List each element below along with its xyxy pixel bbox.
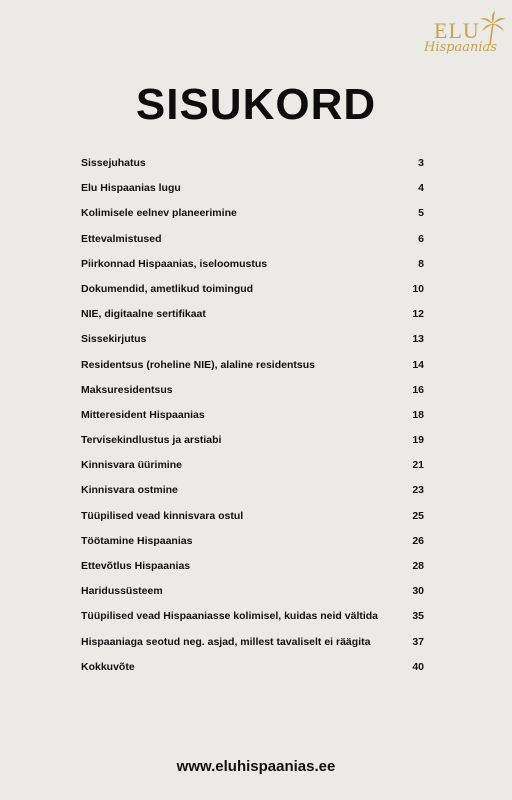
toc-entry xyxy=(81,456,424,481)
toc-entry-title: Töötamine Hispaanias xyxy=(81,534,193,547)
toc-entry-title: Tüüpilised vead kinnisvara ostul xyxy=(81,509,244,522)
logo-subtitle: Hispaanias xyxy=(424,40,497,55)
toc-entry xyxy=(81,607,424,632)
toc-entry-title: Piirkonnad Hispaanias, iseloomustus xyxy=(81,257,268,270)
toc-entry xyxy=(81,406,424,431)
toc-entry-page-number: 3 xyxy=(418,157,424,169)
toc-entry xyxy=(81,204,424,229)
toc-entry-page-number: 37 xyxy=(412,635,424,648)
toc-entry xyxy=(81,381,424,406)
toc-entry-page-number: 12 xyxy=(412,308,424,321)
toc-entry xyxy=(81,557,424,582)
toc-entry-title: Tüüpilised vead Hispaaniasse kolimisel, kuidas neid vältida xyxy=(81,610,379,623)
toc-entry xyxy=(81,658,424,683)
toc-entry-title: Haridussüsteem xyxy=(81,585,163,598)
toc-entry-title: Kokkuvõte xyxy=(81,660,135,673)
toc-entry-title: Dokumendid, ametlikud toimingud xyxy=(81,282,254,295)
website-url: www.eluhispaanias.ee xyxy=(176,758,336,775)
page-title: SISUKORD xyxy=(135,80,377,129)
toc-entry-title: NIE, digitaalne sertifikaat xyxy=(81,308,206,321)
toc-entry-title: Sissekirjutus xyxy=(81,333,147,346)
toc-entry-page-number: 21 xyxy=(412,459,424,472)
toc-entry xyxy=(81,280,424,305)
toc-entry-page-number: 28 xyxy=(412,560,424,572)
brand-logo xyxy=(424,10,510,66)
toc-entry-page-number: 14 xyxy=(412,358,424,371)
toc-entry-title: Tervisekindlustus ja arstiabi xyxy=(81,434,222,447)
toc-entry-page-number: 8 xyxy=(418,257,424,270)
toc-entry-page-number: 4 xyxy=(418,182,424,195)
toc-entry xyxy=(81,507,424,532)
toc-entry-page-number: 18 xyxy=(412,408,424,421)
toc-entry xyxy=(81,356,424,381)
toc-entry-page-number: 16 xyxy=(412,383,424,396)
toc-entry-title: Mitteresident Hispaanias xyxy=(81,408,205,421)
toc-entry-page-number: 26 xyxy=(412,534,424,547)
toc-entry-title: Residentsus (roheline NIE), alaline residentsus xyxy=(81,358,315,371)
toc-entry-title: Ettevalmistused xyxy=(81,232,162,245)
toc-entry xyxy=(81,255,424,280)
toc-entry-page-number: 25 xyxy=(412,509,424,522)
toc-entry xyxy=(81,154,424,179)
toc-entry-page-number: 6 xyxy=(418,232,424,245)
toc-entry xyxy=(81,481,424,506)
toc-entry-page-number: 13 xyxy=(412,333,424,346)
toc-entry-title: Kolimisele eelnev planeerimine xyxy=(81,207,237,220)
toc-entry-title: Kinnisvara ostmine xyxy=(81,484,178,497)
toc-entry-page-number: 23 xyxy=(412,484,424,497)
toc-entry xyxy=(81,330,424,355)
toc-entry-title: Ettevõtlus Hispaanias xyxy=(81,560,191,572)
toc-entry-title: Kinnisvara üürimine xyxy=(81,459,182,472)
toc-entry xyxy=(81,633,424,658)
toc-entry-title: Hispaaniaga seotud neg. asjad, millest tavaliselt ei räägita xyxy=(81,635,371,648)
toc-entry-page-number: 19 xyxy=(412,434,424,447)
table-of-contents xyxy=(81,154,424,683)
logo-wordmark: ELU xyxy=(434,18,480,43)
toc-entry-title: Sissejuhatus xyxy=(81,157,146,169)
toc-entry-title: Maksuresidentsus xyxy=(81,383,173,396)
toc-entry xyxy=(81,179,424,204)
toc-entry-page-number: 40 xyxy=(412,660,424,673)
toc-entry xyxy=(81,431,424,456)
toc-entry-page-number: 30 xyxy=(412,585,424,598)
toc-entry xyxy=(81,582,424,607)
toc-entry-page-number: 35 xyxy=(412,610,424,623)
toc-entry-page-number: 5 xyxy=(418,207,424,220)
toc-entry xyxy=(81,305,424,330)
toc-entry-title: Elu Hispaanias lugu xyxy=(81,182,181,195)
toc-entry-page-number: 10 xyxy=(412,282,424,295)
toc-entry xyxy=(81,532,424,557)
toc-entry xyxy=(81,230,424,255)
